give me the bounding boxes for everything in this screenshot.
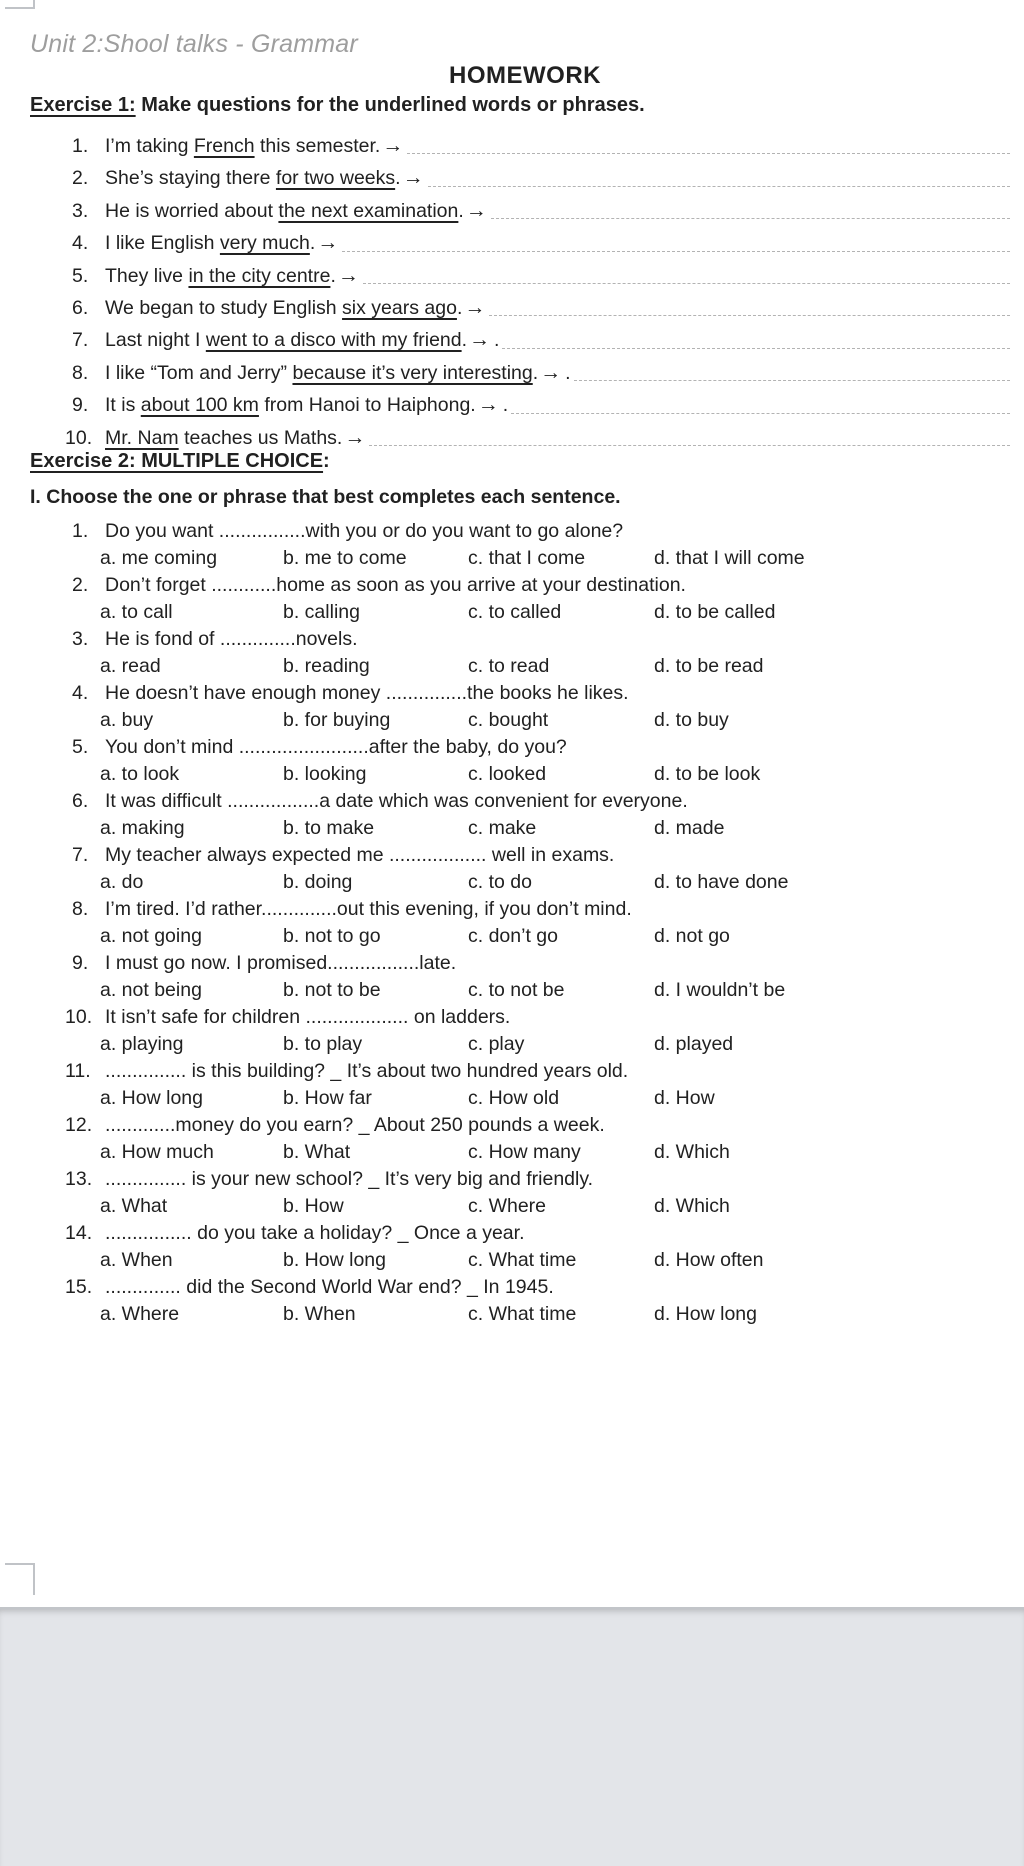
options-row	[0, 1085, 1024, 1112]
question-line	[0, 788, 1024, 815]
sentence-text: .	[461, 329, 468, 352]
sentence-text: We began to study English	[105, 296, 343, 319]
question-text: .............. did the Second World War end? _ In 1945.	[105, 1276, 554, 1298]
option-b: b. What	[283, 1141, 351, 1163]
options-row	[0, 1247, 1024, 1274]
option-c: c. to read	[468, 655, 550, 677]
exercise1-item	[0, 324, 1024, 356]
option-c: c. How old	[468, 1087, 560, 1109]
question-number: 2.	[72, 574, 89, 596]
exercise1-item	[0, 227, 1024, 259]
question-text: It isn’t safe for children ................... on ladders.	[105, 1006, 511, 1028]
option-a: a. to call	[100, 601, 173, 623]
exercise1-item	[0, 357, 1024, 389]
question-block	[0, 842, 1024, 896]
question-line	[0, 734, 1024, 761]
option-c: c. to not be	[468, 979, 565, 1001]
option-c: c. How many	[468, 1141, 581, 1163]
option-b: b. me to come	[283, 547, 407, 569]
exercise1-heading-text: Make questions for the underlined words or phrases.	[135, 94, 645, 116]
sentence-text: She’s staying there	[105, 167, 276, 190]
option-b: b. not to be	[283, 979, 381, 1001]
sentence-text: .	[330, 264, 336, 287]
underlined-phrase: in the city centre	[188, 264, 331, 287]
arrow-glyph: →	[469, 328, 491, 352]
page-title: HOMEWORK	[449, 62, 601, 89]
options-row	[0, 761, 1024, 788]
answer-blank-line	[407, 153, 1010, 154]
option-d: d. to have done	[654, 871, 789, 893]
item-sentence	[105, 195, 464, 227]
sentence-text: They live	[105, 264, 189, 287]
corner-mark-vertical	[33, 1563, 35, 1595]
option-a: a. to look	[100, 763, 180, 785]
question-line	[0, 1274, 1024, 1301]
question-text: .............money do you earn? _ About 250 pounds a week.	[105, 1114, 605, 1136]
question-number: 15.	[65, 1276, 93, 1298]
unit-title: Unit 2:Shool talks - Grammar	[30, 30, 358, 58]
question-line	[0, 1058, 1024, 1085]
item-sentence	[105, 324, 467, 356]
question-block	[0, 896, 1024, 950]
options-row	[0, 1031, 1024, 1058]
option-b: b. to make	[283, 817, 375, 839]
option-a: a. What	[100, 1195, 168, 1217]
item-number: 1.	[72, 135, 89, 157]
item-number: 10.	[65, 426, 93, 449]
option-c: c. to do	[468, 871, 532, 893]
question-block	[0, 680, 1024, 734]
underlined-phrase: because it’s very interesting	[292, 361, 533, 384]
options-row	[0, 707, 1024, 734]
item-number: 4.	[72, 232, 89, 255]
option-b: b. looking	[283, 763, 367, 785]
option-a: a. making	[100, 817, 185, 839]
option-a: a. playing	[100, 1033, 184, 1055]
viewer-background	[0, 1607, 1024, 1866]
question-text: My teacher always expected me .................. well in exams.	[105, 844, 615, 866]
question-text: Do you want ................with you or do you want to go alone?	[105, 520, 624, 542]
question-number: 4.	[72, 682, 89, 704]
options-row	[0, 815, 1024, 842]
arrow-glyph: →	[540, 360, 562, 384]
option-c: c. that I come	[468, 547, 586, 569]
question-number: 6.	[72, 790, 89, 812]
item-sentence	[105, 389, 476, 421]
answer-blank-line	[363, 283, 1010, 284]
item-number: 8.	[72, 361, 89, 384]
sentence-text: He is worried about	[105, 199, 279, 222]
question-number: 11.	[65, 1060, 91, 1082]
question-block	[0, 626, 1024, 680]
question-text: Don’t forget ............home as soon as you arrive at your destination.	[105, 574, 686, 596]
option-b: b. When	[283, 1303, 356, 1325]
question-text: You don’t mind ........................after the baby, do you?	[105, 736, 567, 758]
arrow-glyph: →	[402, 166, 424, 190]
option-d: d. that I will come	[654, 547, 805, 569]
sentence-text: I like English	[105, 232, 220, 255]
option-b: b. How far	[283, 1087, 372, 1109]
question-line	[0, 1112, 1024, 1139]
option-b: b. reading	[283, 655, 370, 677]
option-d: d. to be look	[654, 763, 761, 785]
option-b: b. to play	[283, 1033, 363, 1055]
exercise1-item	[0, 162, 1024, 194]
question-number: 9.	[72, 952, 89, 974]
sentence-text: this semester.	[254, 135, 381, 157]
exercise1-item-list	[0, 130, 1024, 454]
question-line	[0, 1004, 1024, 1031]
option-a: a. buy	[100, 709, 154, 731]
question-block	[0, 1220, 1024, 1274]
item-sentence	[105, 162, 401, 194]
sentence-text: .	[395, 167, 401, 190]
exercise2-question-list	[0, 518, 1024, 1328]
option-d: d. I wouldn’t be	[654, 979, 786, 1001]
options-row	[0, 1193, 1024, 1220]
option-a: a. me coming	[100, 547, 218, 569]
underlined-phrase: the next examination	[278, 199, 459, 222]
exercise1-item	[0, 389, 1024, 421]
option-c: c. looked	[468, 763, 547, 785]
question-line	[0, 896, 1024, 923]
options-row	[0, 653, 1024, 680]
item-sentence	[105, 260, 336, 292]
arrow-glyph: →	[344, 425, 366, 449]
exercise1-heading-label: Exercise 1:	[30, 94, 136, 116]
exercise2-heading-colon: :	[323, 450, 330, 472]
question-line	[0, 950, 1024, 977]
question-number: 1.	[72, 520, 89, 542]
question-line	[0, 518, 1024, 545]
underlined-phrase: Mr. Nam	[105, 426, 179, 449]
question-text: He doesn’t have enough money ...............the books he likes.	[105, 682, 629, 704]
question-block	[0, 572, 1024, 626]
question-line	[0, 680, 1024, 707]
question-block	[0, 734, 1024, 788]
underlined-phrase: French	[193, 135, 255, 157]
option-c: c. make	[468, 817, 537, 839]
item-sentence	[105, 227, 315, 259]
item-sentence	[105, 292, 462, 324]
answer-blank-line	[502, 348, 1010, 349]
question-block	[0, 788, 1024, 842]
question-line	[0, 572, 1024, 599]
underlined-phrase: six years ago	[342, 296, 457, 319]
option-c: c. What time	[468, 1249, 577, 1271]
item-number: 9.	[72, 394, 89, 417]
option-d: d. played	[654, 1033, 734, 1055]
question-number: 5.	[72, 736, 89, 758]
exercise2-heading-label: Exercise 2: MULTIPLE CHOICE	[30, 450, 324, 472]
item-sentence	[105, 357, 538, 389]
answer-blank-line	[428, 186, 1010, 187]
option-d: d. to buy	[654, 709, 729, 731]
option-a: a. How much	[100, 1141, 214, 1163]
arrow-glyph: →	[477, 393, 499, 417]
options-row	[0, 1301, 1024, 1328]
option-d: d. to be called	[654, 601, 776, 623]
option-a: a. do	[100, 871, 144, 893]
option-d: d. to be read	[654, 655, 764, 677]
answer-blank-line	[491, 218, 1010, 219]
option-c: c. Where	[468, 1195, 547, 1217]
arrow-glyph: →	[382, 134, 404, 157]
blank-prefix: .	[494, 329, 500, 352]
options-row	[0, 869, 1024, 896]
corner-mark-vertical	[33, 0, 35, 9]
exercise1-heading	[30, 94, 645, 117]
exercise1-item	[0, 130, 1024, 162]
exercise1-item	[0, 195, 1024, 227]
question-number: 13.	[65, 1168, 93, 1190]
arrow-glyph: →	[337, 263, 359, 287]
option-a: a. not being	[100, 979, 202, 1001]
underlined-phrase: for two weeks	[275, 167, 396, 190]
question-text: He is fond of ..............novels.	[105, 628, 358, 650]
question-number: 14.	[65, 1222, 93, 1244]
exercise1-item	[0, 292, 1024, 324]
exercise2-instruction: I. Choose the one or phrase that best completes each sentence.	[30, 486, 621, 508]
corner-mark-horizontal	[5, 1563, 33, 1565]
option-b: b. doing	[283, 871, 353, 893]
answer-blank-line	[574, 380, 1010, 381]
option-c: c. don’t go	[468, 925, 558, 947]
options-row	[0, 545, 1024, 572]
option-c: c. play	[468, 1033, 525, 1055]
exercise2-heading	[30, 450, 330, 473]
underlined-phrase: very much	[219, 232, 310, 255]
question-number: 7.	[72, 844, 89, 866]
options-row	[0, 923, 1024, 950]
question-line	[0, 1220, 1024, 1247]
question-text: It was difficult .................a date which was convenient for everyone.	[105, 790, 688, 812]
question-block	[0, 1058, 1024, 1112]
option-d: d. How often	[654, 1249, 764, 1271]
arrow-glyph: →	[317, 231, 339, 255]
sentence-text: teaches us Maths.	[178, 426, 343, 449]
blank-prefix: .	[565, 361, 571, 384]
option-a: a. not going	[100, 925, 202, 947]
option-b: b. not to go	[283, 925, 381, 947]
answer-blank-line	[489, 315, 1010, 316]
option-b: b. How	[283, 1195, 344, 1217]
item-number: 5.	[72, 264, 89, 287]
option-a: a. read	[100, 655, 161, 677]
sentence-text: .	[456, 296, 463, 319]
question-block	[0, 1274, 1024, 1328]
question-block	[0, 950, 1024, 1004]
option-c: c. bought	[468, 709, 549, 731]
question-text: ................ do you take a holiday? _ Once a year.	[105, 1222, 525, 1244]
option-d: d. How	[654, 1087, 715, 1109]
question-block	[0, 518, 1024, 572]
question-text: I’m tired. I’d rather..............out this evening, if you don’t mind.	[105, 898, 632, 920]
question-text: I must go now. I promised.................late.	[105, 952, 457, 974]
option-d: d. not go	[654, 925, 730, 947]
sentence-text: .	[532, 361, 539, 384]
options-row	[0, 599, 1024, 626]
question-line	[0, 626, 1024, 653]
sentence-text: It is	[105, 394, 141, 417]
answer-blank-line	[342, 251, 1010, 252]
option-c: c. to called	[468, 601, 562, 623]
option-b: b. for buying	[283, 709, 391, 731]
sentence-text: Last night I	[105, 329, 206, 352]
item-number: 2.	[72, 167, 89, 190]
sentence-text: I’m taking	[105, 135, 194, 157]
option-a: a. Where	[100, 1303, 180, 1325]
item-sentence	[105, 130, 380, 162]
option-b: b. calling	[283, 601, 360, 623]
answer-blank-line	[511, 413, 1010, 414]
question-number: 3.	[72, 628, 89, 650]
blank-prefix: .	[502, 394, 509, 417]
sentence-text: .	[309, 232, 316, 255]
question-block	[0, 1004, 1024, 1058]
question-text: ............... is this building? _ It’s about two hundred years old.	[105, 1060, 629, 1082]
option-d: d. made	[654, 817, 725, 839]
item-number: 6.	[72, 296, 89, 319]
option-c: c. What time	[468, 1303, 577, 1325]
question-line	[0, 842, 1024, 869]
option-d: d. Which	[654, 1195, 730, 1217]
underlined-phrase: about 100 km	[140, 394, 259, 417]
sentence-text: .	[458, 199, 464, 222]
option-a: a. How long	[100, 1087, 203, 1109]
question-block	[0, 1112, 1024, 1166]
item-number: 7.	[72, 329, 89, 352]
sentence-text: I like “Tom and Jerry”	[105, 361, 293, 384]
option-d: d. How long	[654, 1303, 757, 1325]
question-number: 8.	[72, 898, 89, 920]
underlined-phrase: went to a disco with my friend	[205, 329, 462, 352]
item-number: 3.	[72, 199, 89, 222]
option-b: b. How long	[283, 1249, 386, 1271]
question-block	[0, 1166, 1024, 1220]
corner-mark-horizontal	[5, 7, 33, 9]
question-text: ............... is your new school? _ It’s very big and friendly.	[105, 1168, 594, 1190]
answer-blank-line	[369, 445, 1010, 446]
arrow-glyph: →	[464, 295, 486, 319]
question-line	[0, 1166, 1024, 1193]
question-number: 12.	[65, 1114, 93, 1136]
arrow-glyph: →	[465, 198, 487, 222]
options-row	[0, 1139, 1024, 1166]
option-d: d. Which	[654, 1141, 730, 1163]
option-a: a. When	[100, 1249, 173, 1271]
options-row	[0, 977, 1024, 1004]
sentence-text: from Hanoi to Haiphong.	[258, 394, 476, 417]
question-number: 10.	[65, 1006, 93, 1028]
exercise1-item	[0, 260, 1024, 292]
